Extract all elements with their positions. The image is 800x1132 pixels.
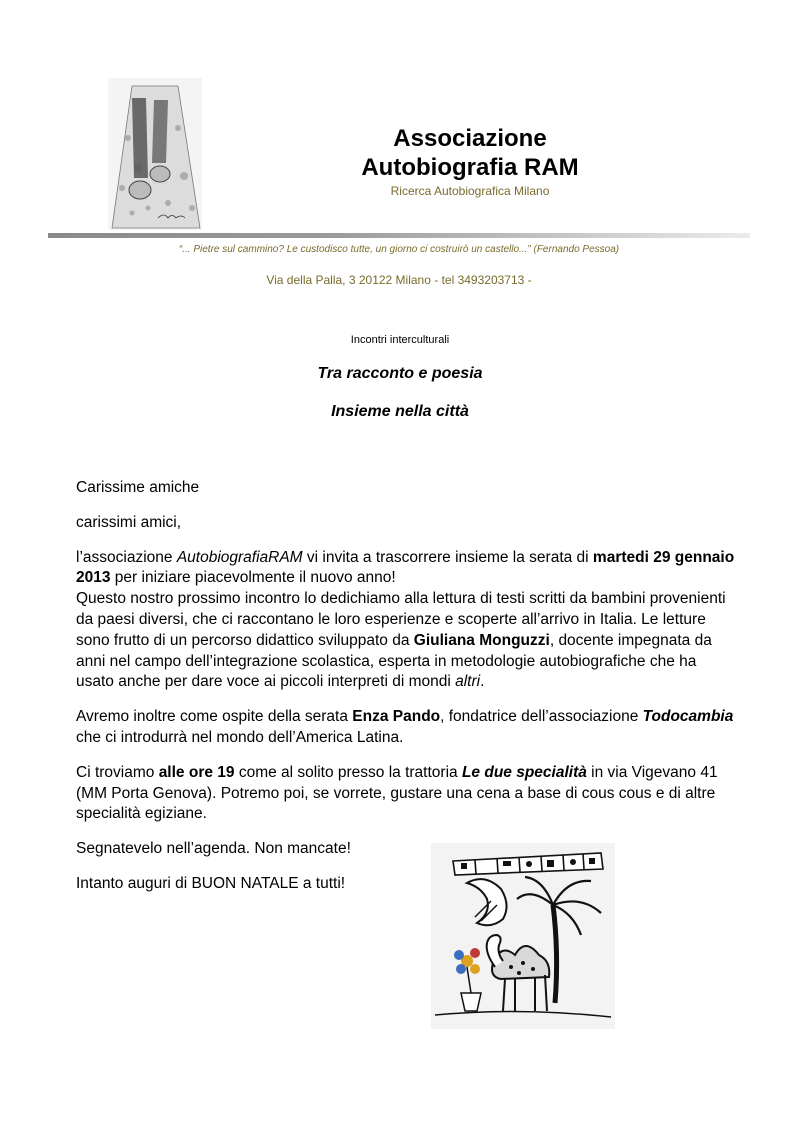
camel-palm-illustration [431,843,615,1029]
letter-body [76,478,736,909]
paragraph-guest [76,707,736,749]
guest-association: Todocambia [642,708,734,726]
association-name: AutobiografiaRAM [176,548,303,566]
text: in via Vigevano 41 (MM Porta Genova). Potremo poi, se vorrete, gustare una cena a base di cous cous e di altre specialità egiziane. [76,763,718,823]
pessoa-quote: “... Pietre sul cammino? Le custodisco tutte, un giorno ci costruirò un castello...” (Fernando Pessoa) [178,244,620,255]
logo-sketch-image [108,78,202,230]
text: come al solito presso la trattoria [234,763,462,781]
paragraph-readings [76,589,736,693]
paragraph-reminder: Segnatevelo nell’agenda. Non mancate! [76,840,351,858]
organization-subtitle: Ricerca Autobiografica Milano [390,184,550,198]
text: per iniziare piacevolmente il nuovo anno! [110,569,396,587]
event-kicker: Incontri interculturali [350,334,450,346]
guest-name: Enza Pando [352,708,441,726]
greeting-line-2: carissimi amici, [76,513,182,531]
header-divider [48,233,750,238]
text: , fondatrice dell’associazione [440,708,643,726]
greeting-line-1: Carissime amiche [76,479,200,496]
text: . [480,673,485,691]
organization-name-block [340,124,600,198]
organization-name-line1: Associazione [393,125,547,152]
text: che ci introdurrà nel mondo dell’America Latina. [76,728,404,746]
event-subtitle: Insieme nella città [331,403,469,420]
text: Avremo inoltre come ospite della serata [76,708,353,726]
venue-name: Le due specialità [461,763,587,781]
paragraph-invitation [76,548,736,590]
paragraph-venue [76,763,736,825]
event-date: martedi 29 gennaio 2013 [76,548,735,587]
text: Questo nostro prossimo incontro lo dedichiamo alla lettura di testi scritti da bambini provenienti da paesi diversi, che ci raccontano le loro esperienze e scoperte all’arrivo in Italia. Le letture sono frutto di un percorso didattico sviluppato da [76,590,726,649]
teacher-name: Giuliana Monguzzi [413,631,550,649]
emphasis-altri: altri [455,673,481,691]
paragraph-greetings: Intanto auguri di BUON NATALE a tutti! [76,874,346,892]
event-time: alle ore 19 [158,763,235,781]
text: vi invita a trascorrere insieme la serata di [302,548,593,566]
text: Ci troviamo [76,763,159,781]
organization-name-line2: Autobiografia RAM [361,154,579,181]
address-line: Via della Palla, 3 20122 Milano - tel 3493203713 - [266,273,532,287]
text: , docente impegnata da anni nel campo dell’integrazione scolastica, esperta in metodologie autobiografiche che ha usato anche per dare voce ai piccoli interpreti di mondi [76,631,712,691]
text: l’associazione [76,548,177,566]
event-title: Tra racconto e poesia [317,365,483,382]
